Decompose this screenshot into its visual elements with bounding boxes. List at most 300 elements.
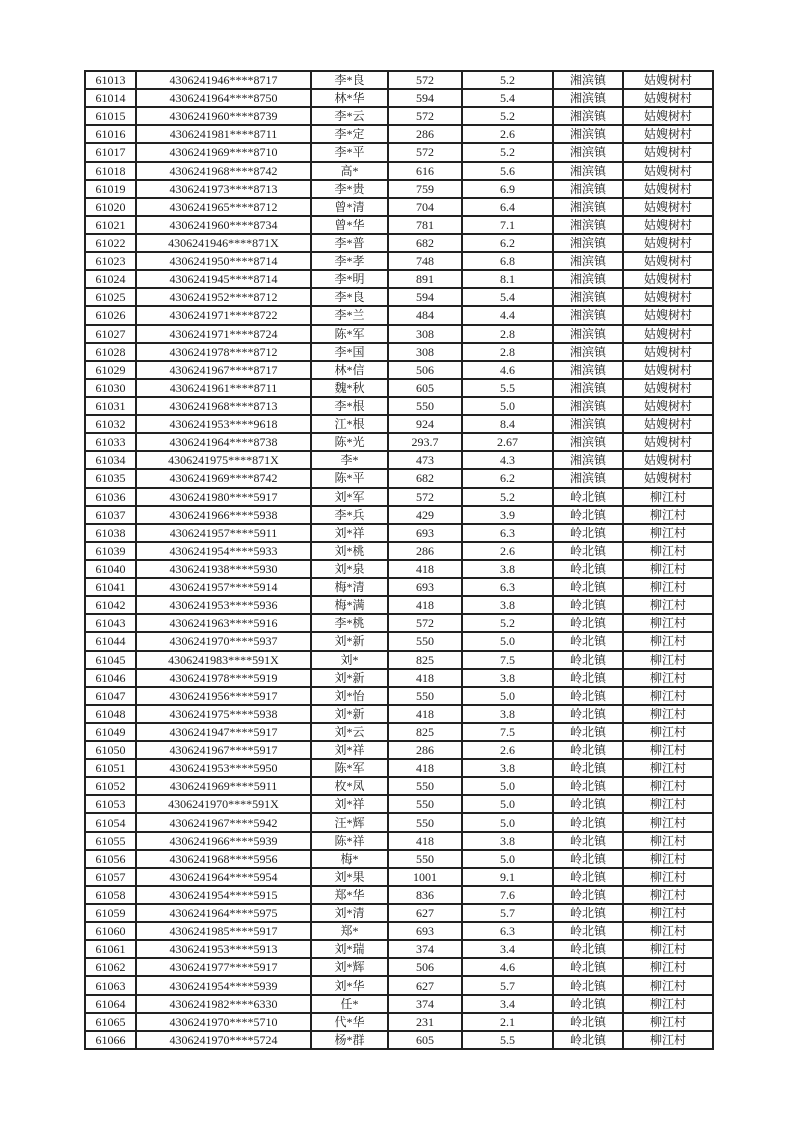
cell-town: 湘滨镇 xyxy=(553,216,623,234)
cell-seq-number: 61027 xyxy=(85,325,136,343)
cell-village: 柳江村 xyxy=(623,1031,713,1049)
cell-value-1: 550 xyxy=(388,687,462,705)
cell-town: 湘滨镇 xyxy=(553,234,623,252)
cell-town: 岭北镇 xyxy=(553,524,623,542)
table-row xyxy=(85,506,713,524)
table-row xyxy=(85,198,713,216)
cell-value-1: 572 xyxy=(388,488,462,506)
cell-value-2: 5.0 xyxy=(462,687,553,705)
cell-town: 湘滨镇 xyxy=(553,107,623,125)
table-row xyxy=(85,705,713,723)
cell-id-number: 4306241946****8717 xyxy=(136,71,311,89)
cell-seq-number: 61019 xyxy=(85,180,136,198)
table-row xyxy=(85,759,713,777)
cell-value-2: 9.1 xyxy=(462,868,553,886)
table-row xyxy=(85,651,713,669)
cell-town: 岭北镇 xyxy=(553,669,623,687)
table-row xyxy=(85,270,713,288)
cell-value-1: 572 xyxy=(388,614,462,632)
cell-seq-number: 61025 xyxy=(85,288,136,306)
table-row xyxy=(85,741,713,759)
cell-value-2: 3.4 xyxy=(462,995,553,1013)
cell-value-2: 3.8 xyxy=(462,669,553,687)
cell-value-1: 627 xyxy=(388,976,462,994)
cell-value-1: 550 xyxy=(388,632,462,650)
cell-town: 湘滨镇 xyxy=(553,325,623,343)
cell-town: 湘滨镇 xyxy=(553,89,623,107)
cell-person-name: 刘*祥 xyxy=(311,741,388,759)
cell-person-name: 陈*军 xyxy=(311,759,388,777)
cell-person-name: 李*云 xyxy=(311,107,388,125)
cell-id-number: 4306241964****8738 xyxy=(136,433,311,451)
cell-value-1: 418 xyxy=(388,832,462,850)
cell-value-1: 308 xyxy=(388,343,462,361)
cell-value-1: 418 xyxy=(388,705,462,723)
table-row xyxy=(85,433,713,451)
cell-value-2: 3.9 xyxy=(462,506,553,524)
cell-town: 岭北镇 xyxy=(553,777,623,795)
cell-village: 柳江村 xyxy=(623,832,713,850)
cell-value-2: 4.3 xyxy=(462,451,553,469)
cell-value-1: 374 xyxy=(388,940,462,958)
cell-value-2: 6.3 xyxy=(462,578,553,596)
cell-person-name: 刘*果 xyxy=(311,868,388,886)
cell-value-2: 5.2 xyxy=(462,614,553,632)
cell-town: 岭北镇 xyxy=(553,488,623,506)
cell-value-2: 8.4 xyxy=(462,415,553,433)
cell-village: 柳江村 xyxy=(623,995,713,1013)
cell-seq-number: 61033 xyxy=(85,433,136,451)
cell-value-1: 286 xyxy=(388,741,462,759)
table-row xyxy=(85,288,713,306)
cell-person-name: 刘*祥 xyxy=(311,524,388,542)
cell-id-number: 4306241964****5975 xyxy=(136,904,311,922)
cell-town: 湘滨镇 xyxy=(553,415,623,433)
cell-id-number: 4306241977****5917 xyxy=(136,958,311,976)
cell-value-1: 550 xyxy=(388,397,462,415)
cell-person-name: 梅* xyxy=(311,850,388,868)
cell-id-number: 4306241961****8711 xyxy=(136,379,311,397)
cell-person-name: 郑*华 xyxy=(311,886,388,904)
cell-person-name: 刘*瑞 xyxy=(311,940,388,958)
table-row xyxy=(85,1013,713,1031)
cell-id-number: 4306241978****5919 xyxy=(136,669,311,687)
cell-person-name: 梅*清 xyxy=(311,578,388,596)
cell-id-number: 4306241964****8750 xyxy=(136,89,311,107)
cell-town: 岭北镇 xyxy=(553,741,623,759)
cell-village: 姑嫂树村 xyxy=(623,415,713,433)
table-row xyxy=(85,325,713,343)
cell-value-2: 7.1 xyxy=(462,216,553,234)
cell-town: 岭北镇 xyxy=(553,832,623,850)
cell-village: 柳江村 xyxy=(623,976,713,994)
cell-id-number: 4306241975****871X xyxy=(136,451,311,469)
cell-value-2: 6.2 xyxy=(462,234,553,252)
table-row xyxy=(85,850,713,868)
cell-value-1: 693 xyxy=(388,524,462,542)
cell-id-number: 4306241960****8734 xyxy=(136,216,311,234)
cell-seq-number: 61013 xyxy=(85,71,136,89)
cell-value-2: 3.8 xyxy=(462,596,553,614)
cell-town: 湘滨镇 xyxy=(553,252,623,270)
cell-value-1: 605 xyxy=(388,1031,462,1049)
table-row xyxy=(85,795,713,813)
cell-id-number: 4306241964****5954 xyxy=(136,868,311,886)
cell-village: 姑嫂树村 xyxy=(623,451,713,469)
cell-town: 岭北镇 xyxy=(553,596,623,614)
table-row xyxy=(85,71,713,89)
table-row xyxy=(85,397,713,415)
cell-town: 湘滨镇 xyxy=(553,143,623,161)
table-row xyxy=(85,234,713,252)
table-row xyxy=(85,976,713,994)
cell-town: 岭北镇 xyxy=(553,614,623,632)
cell-value-1: 594 xyxy=(388,89,462,107)
cell-seq-number: 61022 xyxy=(85,234,136,252)
cell-village: 姑嫂树村 xyxy=(623,270,713,288)
cell-person-name: 刘*清 xyxy=(311,904,388,922)
cell-person-name: 江*根 xyxy=(311,415,388,433)
cell-value-1: 572 xyxy=(388,71,462,89)
cell-town: 湘滨镇 xyxy=(553,343,623,361)
cell-person-name: 魏*秋 xyxy=(311,379,388,397)
cell-village: 柳江村 xyxy=(623,813,713,831)
cell-value-1: 759 xyxy=(388,180,462,198)
table-row xyxy=(85,89,713,107)
cell-value-2: 5.2 xyxy=(462,71,553,89)
cell-village: 柳江村 xyxy=(623,614,713,632)
cell-id-number: 4306241950****8714 xyxy=(136,252,311,270)
cell-value-1: 231 xyxy=(388,1013,462,1031)
cell-village: 柳江村 xyxy=(623,868,713,886)
table-row xyxy=(85,832,713,850)
table-row xyxy=(85,162,713,180)
cell-value-2: 5.4 xyxy=(462,288,553,306)
cell-person-name: 刘*华 xyxy=(311,976,388,994)
cell-value-2: 5.0 xyxy=(462,777,553,795)
cell-value-1: 594 xyxy=(388,288,462,306)
cell-value-1: 286 xyxy=(388,125,462,143)
cell-seq-number: 61031 xyxy=(85,397,136,415)
cell-person-name: 李*孝 xyxy=(311,252,388,270)
cell-seq-number: 61028 xyxy=(85,343,136,361)
cell-id-number: 4306241953****5950 xyxy=(136,759,311,777)
cell-id-number: 4306241967****8717 xyxy=(136,361,311,379)
table-row xyxy=(85,995,713,1013)
cell-village: 柳江村 xyxy=(623,1013,713,1031)
cell-value-1: 550 xyxy=(388,850,462,868)
cell-seq-number: 61063 xyxy=(85,976,136,994)
cell-person-name: 梅*满 xyxy=(311,596,388,614)
cell-id-number: 4306241966****5938 xyxy=(136,506,311,524)
cell-id-number: 4306241963****5916 xyxy=(136,614,311,632)
cell-village: 姑嫂树村 xyxy=(623,143,713,161)
cell-village: 柳江村 xyxy=(623,777,713,795)
cell-seq-number: 61059 xyxy=(85,904,136,922)
cell-value-1: 781 xyxy=(388,216,462,234)
cell-town: 岭北镇 xyxy=(553,940,623,958)
cell-village: 柳江村 xyxy=(623,506,713,524)
cell-value-2: 7.5 xyxy=(462,651,553,669)
cell-value-2: 4.4 xyxy=(462,306,553,324)
table-row xyxy=(85,542,713,560)
cell-value-1: 572 xyxy=(388,143,462,161)
cell-value-2: 3.8 xyxy=(462,705,553,723)
cell-person-name: 陈*军 xyxy=(311,325,388,343)
cell-town: 岭北镇 xyxy=(553,904,623,922)
cell-seq-number: 61061 xyxy=(85,940,136,958)
cell-village: 柳江村 xyxy=(623,524,713,542)
cell-town: 湘滨镇 xyxy=(553,162,623,180)
cell-seq-number: 61055 xyxy=(85,832,136,850)
cell-seq-number: 61046 xyxy=(85,669,136,687)
cell-id-number: 4306241970****5937 xyxy=(136,632,311,650)
cell-seq-number: 61045 xyxy=(85,651,136,669)
cell-value-1: 418 xyxy=(388,596,462,614)
cell-town: 湘滨镇 xyxy=(553,71,623,89)
cell-village: 姑嫂树村 xyxy=(623,162,713,180)
cell-village: 柳江村 xyxy=(623,560,713,578)
cell-seq-number: 61037 xyxy=(85,506,136,524)
cell-person-name: 刘*辉 xyxy=(311,958,388,976)
cell-seq-number: 61015 xyxy=(85,107,136,125)
cell-value-1: 418 xyxy=(388,669,462,687)
cell-id-number: 4306241985****5917 xyxy=(136,922,311,940)
cell-value-1: 308 xyxy=(388,325,462,343)
cell-person-name: 郑* xyxy=(311,922,388,940)
cell-value-1: 891 xyxy=(388,270,462,288)
cell-value-2: 5.5 xyxy=(462,1031,553,1049)
table-row xyxy=(85,904,713,922)
cell-town: 岭北镇 xyxy=(553,958,623,976)
cell-value-2: 5.2 xyxy=(462,488,553,506)
cell-town: 湘滨镇 xyxy=(553,198,623,216)
cell-village: 姑嫂树村 xyxy=(623,361,713,379)
cell-town: 岭北镇 xyxy=(553,632,623,650)
cell-value-2: 3.4 xyxy=(462,940,553,958)
cell-seq-number: 61029 xyxy=(85,361,136,379)
cell-seq-number: 61023 xyxy=(85,252,136,270)
cell-village: 柳江村 xyxy=(623,651,713,669)
cell-seq-number: 61065 xyxy=(85,1013,136,1031)
cell-value-2: 6.3 xyxy=(462,524,553,542)
cell-village: 柳江村 xyxy=(623,904,713,922)
cell-id-number: 4306241953****9618 xyxy=(136,415,311,433)
cell-value-1: 825 xyxy=(388,723,462,741)
cell-town: 岭北镇 xyxy=(553,886,623,904)
cell-id-number: 4306241957****5911 xyxy=(136,524,311,542)
cell-town: 湘滨镇 xyxy=(553,361,623,379)
table-row xyxy=(85,488,713,506)
cell-seq-number: 61044 xyxy=(85,632,136,650)
cell-value-2: 3.8 xyxy=(462,759,553,777)
cell-value-2: 5.4 xyxy=(462,89,553,107)
cell-value-2: 7.6 xyxy=(462,886,553,904)
cell-village: 姑嫂树村 xyxy=(623,216,713,234)
cell-village: 姑嫂树村 xyxy=(623,306,713,324)
cell-id-number: 4306241953****5913 xyxy=(136,940,311,958)
cell-person-name: 刘*军 xyxy=(311,488,388,506)
cell-id-number: 4306241954****5939 xyxy=(136,976,311,994)
cell-seq-number: 61054 xyxy=(85,813,136,831)
table-row xyxy=(85,614,713,632)
cell-seq-number: 61040 xyxy=(85,560,136,578)
cell-value-1: 825 xyxy=(388,651,462,669)
cell-village: 姑嫂树村 xyxy=(623,288,713,306)
cell-person-name: 刘* xyxy=(311,651,388,669)
table-row xyxy=(85,415,713,433)
cell-town: 湘滨镇 xyxy=(553,397,623,415)
cell-id-number: 4306241967****5917 xyxy=(136,741,311,759)
cell-value-2: 2.8 xyxy=(462,325,553,343)
cell-value-2: 5.0 xyxy=(462,795,553,813)
cell-id-number: 4306241971****8724 xyxy=(136,325,311,343)
cell-person-name: 李*兰 xyxy=(311,306,388,324)
cell-seq-number: 61043 xyxy=(85,614,136,632)
cell-seq-number: 61051 xyxy=(85,759,136,777)
cell-value-2: 6.4 xyxy=(462,198,553,216)
cell-value-2: 2.6 xyxy=(462,125,553,143)
cell-value-2: 4.6 xyxy=(462,361,553,379)
cell-person-name: 林*信 xyxy=(311,361,388,379)
cell-id-number: 4306241982****6330 xyxy=(136,995,311,1013)
cell-village: 姑嫂树村 xyxy=(623,89,713,107)
cell-town: 岭北镇 xyxy=(553,560,623,578)
cell-value-1: 550 xyxy=(388,777,462,795)
cell-id-number: 4306241968****8713 xyxy=(136,397,311,415)
cell-village: 柳江村 xyxy=(623,723,713,741)
cell-id-number: 4306241975****5938 xyxy=(136,705,311,723)
cell-person-name: 李*良 xyxy=(311,288,388,306)
table-row xyxy=(85,868,713,886)
table-row xyxy=(85,922,713,940)
cell-village: 柳江村 xyxy=(623,488,713,506)
cell-value-1: 627 xyxy=(388,904,462,922)
cell-village: 姑嫂树村 xyxy=(623,125,713,143)
cell-value-2: 6.3 xyxy=(462,922,553,940)
cell-id-number: 4306241970****591X xyxy=(136,795,311,813)
cell-person-name: 高* xyxy=(311,162,388,180)
table-row xyxy=(85,379,713,397)
cell-person-name: 刘*新 xyxy=(311,632,388,650)
cell-id-number: 4306241969****8742 xyxy=(136,469,311,487)
cell-person-name: 代*华 xyxy=(311,1013,388,1031)
cell-person-name: 李*根 xyxy=(311,397,388,415)
cell-seq-number: 61016 xyxy=(85,125,136,143)
cell-person-name: 李*贵 xyxy=(311,180,388,198)
cell-value-2: 5.7 xyxy=(462,976,553,994)
cell-id-number: 4306241970****5710 xyxy=(136,1013,311,1031)
table-row xyxy=(85,723,713,741)
cell-id-number: 4306241954****5915 xyxy=(136,886,311,904)
cell-value-1: 473 xyxy=(388,451,462,469)
table-row xyxy=(85,958,713,976)
cell-town: 岭北镇 xyxy=(553,542,623,560)
table-row xyxy=(85,886,713,904)
cell-value-1: 550 xyxy=(388,795,462,813)
table-row xyxy=(85,306,713,324)
cell-seq-number: 61020 xyxy=(85,198,136,216)
cell-value-1: 605 xyxy=(388,379,462,397)
cell-village: 柳江村 xyxy=(623,669,713,687)
cell-value-2: 6.9 xyxy=(462,180,553,198)
cell-id-number: 4306241966****5939 xyxy=(136,832,311,850)
cell-person-name: 李*定 xyxy=(311,125,388,143)
cell-seq-number: 61056 xyxy=(85,850,136,868)
cell-seq-number: 61030 xyxy=(85,379,136,397)
cell-value-2: 6.2 xyxy=(462,469,553,487)
cell-village: 姑嫂树村 xyxy=(623,252,713,270)
cell-person-name: 刘*怡 xyxy=(311,687,388,705)
cell-seq-number: 61039 xyxy=(85,542,136,560)
cell-person-name: 陈*祥 xyxy=(311,832,388,850)
cell-id-number: 4306241946****871X xyxy=(136,234,311,252)
table-row xyxy=(85,669,713,687)
cell-id-number: 4306241980****5917 xyxy=(136,488,311,506)
cell-id-number: 4306241970****5724 xyxy=(136,1031,311,1049)
cell-person-name: 任* xyxy=(311,995,388,1013)
cell-seq-number: 61052 xyxy=(85,777,136,795)
cell-town: 湘滨镇 xyxy=(553,379,623,397)
table-row xyxy=(85,632,713,650)
cell-village: 姑嫂树村 xyxy=(623,180,713,198)
cell-village: 姑嫂树村 xyxy=(623,71,713,89)
cell-id-number: 4306241978****8712 xyxy=(136,343,311,361)
cell-person-name: 李*桃 xyxy=(311,614,388,632)
cell-village: 姑嫂树村 xyxy=(623,343,713,361)
cell-seq-number: 61021 xyxy=(85,216,136,234)
cell-village: 姑嫂树村 xyxy=(623,198,713,216)
cell-town: 湘滨镇 xyxy=(553,306,623,324)
cell-value-2: 3.8 xyxy=(462,560,553,578)
cell-value-2: 2.6 xyxy=(462,741,553,759)
cell-value-2: 5.0 xyxy=(462,850,553,868)
table-row xyxy=(85,451,713,469)
cell-seq-number: 61048 xyxy=(85,705,136,723)
table-row xyxy=(85,813,713,831)
cell-value-1: 374 xyxy=(388,995,462,1013)
table-row xyxy=(85,180,713,198)
cell-id-number: 4306241981****8711 xyxy=(136,125,311,143)
cell-id-number: 4306241947****5917 xyxy=(136,723,311,741)
cell-id-number: 4306241953****5936 xyxy=(136,596,311,614)
cell-value-1: 616 xyxy=(388,162,462,180)
cell-value-1: 286 xyxy=(388,542,462,560)
cell-village: 柳江村 xyxy=(623,958,713,976)
cell-town: 湘滨镇 xyxy=(553,125,623,143)
cell-seq-number: 61034 xyxy=(85,451,136,469)
cell-person-name: 曾*华 xyxy=(311,216,388,234)
cell-person-name: 曾*清 xyxy=(311,198,388,216)
cell-id-number: 4306241956****5917 xyxy=(136,687,311,705)
cell-value-1: 836 xyxy=(388,886,462,904)
cell-value-2: 5.0 xyxy=(462,813,553,831)
cell-person-name: 李*普 xyxy=(311,234,388,252)
cell-person-name: 李*明 xyxy=(311,270,388,288)
cell-value-2: 5.6 xyxy=(462,162,553,180)
cell-person-name: 汪*辉 xyxy=(311,813,388,831)
cell-person-name: 林*华 xyxy=(311,89,388,107)
cell-person-name: 李* xyxy=(311,451,388,469)
table-row xyxy=(85,687,713,705)
cell-village: 姑嫂树村 xyxy=(623,469,713,487)
cell-value-1: 1001 xyxy=(388,868,462,886)
cell-id-number: 4306241968****5956 xyxy=(136,850,311,868)
cell-village: 柳江村 xyxy=(623,940,713,958)
cell-seq-number: 61057 xyxy=(85,868,136,886)
cell-seq-number: 61032 xyxy=(85,415,136,433)
cell-seq-number: 61014 xyxy=(85,89,136,107)
